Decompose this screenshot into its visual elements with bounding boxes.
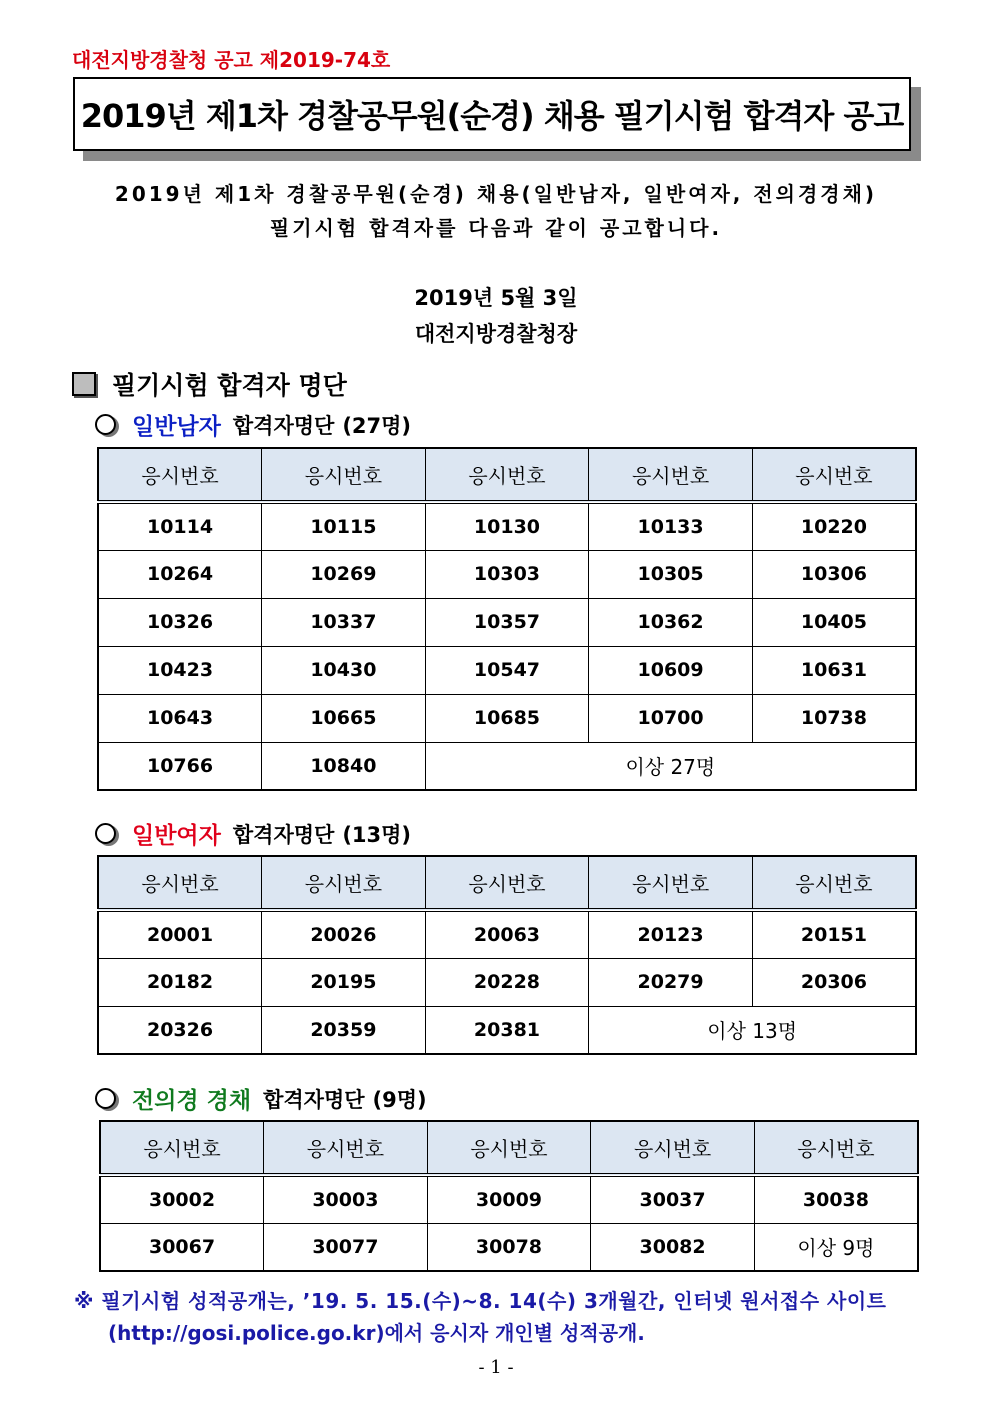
exam-number-cell: 30082 bbox=[591, 1223, 755, 1271]
exam-number-cell: 10357 bbox=[425, 598, 589, 646]
column-header: 응시번호 bbox=[264, 1121, 428, 1175]
column-header: 응시번호 bbox=[100, 1121, 264, 1175]
section-heading bbox=[72, 366, 347, 402]
exam-number-cell: 10264 bbox=[98, 550, 262, 598]
exam-number-cell: 10306 bbox=[752, 550, 916, 598]
total-count-cell: 이상 9명 bbox=[754, 1223, 918, 1271]
group-suffix: 합격자명단 bbox=[263, 1087, 365, 1112]
exam-number-cell: 30077 bbox=[264, 1223, 428, 1271]
exam-number-cell: 30078 bbox=[427, 1223, 591, 1271]
table-row bbox=[98, 1006, 916, 1054]
table-row bbox=[98, 910, 916, 958]
table-header-row bbox=[98, 856, 916, 910]
intro-line-2: 필기시험 합격자를 다음과 같이 공고합니다. bbox=[269, 216, 723, 240]
circle-bullet-icon bbox=[95, 414, 116, 435]
column-header: 응시번호 bbox=[591, 1121, 755, 1175]
document-title: 2019년 제1차 경찰공무원(순경) 채용 필기시험 합격자 공고 bbox=[73, 77, 911, 151]
exam-number-cell: 20326 bbox=[98, 1006, 262, 1054]
footnote-line-1: ※ 필기시험 성적공개는, ’19. 5. 15.(수)~8. 14(수) 3개월간, 인터넷 원서접수 사이트 bbox=[74, 1289, 887, 1313]
group-count: (27명) bbox=[342, 413, 412, 438]
exam-number-cell: 20381 bbox=[425, 1006, 589, 1054]
exam-number-cell: 10362 bbox=[589, 598, 753, 646]
title-banner bbox=[73, 77, 911, 151]
column-header: 응시번호 bbox=[754, 1121, 918, 1175]
column-header: 응시번호 bbox=[262, 448, 426, 502]
exam-number-cell: 10114 bbox=[98, 502, 262, 550]
group-heading-male bbox=[95, 408, 411, 441]
issuer-name: 대전지방경찰청장 bbox=[414, 322, 578, 346]
exam-number-cell: 30037 bbox=[591, 1175, 755, 1223]
exam-number-cell: 20063 bbox=[425, 910, 589, 958]
exam-number-cell: 10130 bbox=[425, 502, 589, 550]
footnote-line-2: (http://gosi.police.go.kr)에서 응시자 개인별 성적공개. bbox=[108, 1321, 645, 1345]
section-title: 필기시험 합격자 명단 bbox=[112, 371, 347, 400]
group-heading-ex-conscript bbox=[95, 1082, 427, 1115]
exam-number-cell: 10115 bbox=[262, 502, 426, 550]
exam-number-cell: 20001 bbox=[98, 910, 262, 958]
table-female bbox=[97, 855, 917, 1055]
exam-number-cell: 10269 bbox=[262, 550, 426, 598]
exam-number-cell: 30009 bbox=[427, 1175, 591, 1223]
total-count-cell: 이상 27명 bbox=[425, 742, 916, 790]
column-header: 응시번호 bbox=[589, 448, 753, 502]
table-row bbox=[98, 550, 916, 598]
column-header: 응시번호 bbox=[752, 448, 916, 502]
exam-number-cell: 30003 bbox=[264, 1175, 428, 1223]
exam-number-cell: 30038 bbox=[754, 1175, 918, 1223]
table-ex-conscript bbox=[99, 1120, 919, 1272]
exam-number-cell: 10665 bbox=[262, 694, 426, 742]
column-header: 응시번호 bbox=[98, 448, 262, 502]
exam-number-cell: 30067 bbox=[100, 1223, 264, 1271]
exam-number-cell: 10643 bbox=[98, 694, 262, 742]
exam-number-cell: 10547 bbox=[425, 646, 589, 694]
total-count-cell: 이상 13명 bbox=[589, 1006, 916, 1054]
column-header: 응시번호 bbox=[262, 856, 426, 910]
table-header-row bbox=[98, 448, 916, 502]
table-row bbox=[100, 1175, 918, 1223]
exam-number-cell: 20182 bbox=[98, 958, 262, 1006]
group-count: (9명) bbox=[372, 1087, 427, 1112]
table-male bbox=[97, 447, 917, 791]
circle-bullet-icon bbox=[95, 1088, 116, 1109]
exam-number-cell: 10303 bbox=[425, 550, 589, 598]
announcement-date: 2019년 5월 3일 bbox=[414, 286, 578, 310]
exam-number-cell: 10738 bbox=[752, 694, 916, 742]
group-category: 일반여자 bbox=[132, 823, 221, 849]
exam-number-cell: 10685 bbox=[425, 694, 589, 742]
exam-number-cell: 20151 bbox=[752, 910, 916, 958]
table-row bbox=[100, 1223, 918, 1271]
page-number: - 1 - bbox=[478, 1357, 514, 1378]
column-header: 응시번호 bbox=[425, 856, 589, 910]
exam-number-cell: 10326 bbox=[98, 598, 262, 646]
intro-line-1: 2019년 제1차 경찰공무원(순경) 채용(일반남자, 일반여자, 전의경경채) bbox=[114, 182, 878, 206]
exam-number-cell: 20359 bbox=[262, 1006, 426, 1054]
exam-number-cell: 10840 bbox=[262, 742, 426, 790]
table-row bbox=[98, 694, 916, 742]
exam-number-cell: 10337 bbox=[262, 598, 426, 646]
exam-number-cell: 10220 bbox=[752, 502, 916, 550]
exam-number-cell: 10305 bbox=[589, 550, 753, 598]
exam-number-cell: 10133 bbox=[589, 502, 753, 550]
exam-number-cell: 20195 bbox=[262, 958, 426, 1006]
group-category: 일반남자 bbox=[132, 414, 221, 440]
table-row bbox=[98, 646, 916, 694]
exam-number-cell: 20306 bbox=[752, 958, 916, 1006]
table-row bbox=[98, 742, 916, 790]
column-header: 응시번호 bbox=[98, 856, 262, 910]
exam-number-cell: 10609 bbox=[589, 646, 753, 694]
group-suffix: 합격자명단 bbox=[232, 822, 335, 847]
exam-number-cell: 10766 bbox=[98, 742, 262, 790]
exam-number-cell: 10430 bbox=[262, 646, 426, 694]
exam-number-cell: 20228 bbox=[425, 958, 589, 1006]
footnote bbox=[74, 1285, 924, 1349]
exam-number-cell: 30002 bbox=[100, 1175, 264, 1223]
exam-number-cell: 10631 bbox=[752, 646, 916, 694]
circle-bullet-icon bbox=[95, 823, 116, 844]
table-row bbox=[98, 958, 916, 1006]
column-header: 응시번호 bbox=[427, 1121, 591, 1175]
exam-number-cell: 20279 bbox=[589, 958, 753, 1006]
column-header: 응시번호 bbox=[425, 448, 589, 502]
column-header: 응시번호 bbox=[589, 856, 753, 910]
exam-number-cell: 10423 bbox=[98, 646, 262, 694]
exam-number-cell: 10405 bbox=[752, 598, 916, 646]
exam-number-cell: 20026 bbox=[262, 910, 426, 958]
group-category: 전의경 경채 bbox=[132, 1088, 252, 1114]
table-header-row bbox=[100, 1121, 918, 1175]
group-count: (13명) bbox=[342, 822, 412, 847]
exam-number-cell: 20123 bbox=[589, 910, 753, 958]
group-suffix: 합격자명단 bbox=[232, 413, 335, 438]
square-bullet-icon bbox=[72, 372, 96, 396]
group-heading-female bbox=[95, 817, 411, 850]
column-header: 응시번호 bbox=[752, 856, 916, 910]
exam-number-cell: 10700 bbox=[589, 694, 753, 742]
table-row bbox=[98, 502, 916, 550]
notice-number: 대전지방경찰청 공고 제2019-74호 bbox=[72, 48, 391, 72]
table-row bbox=[98, 598, 916, 646]
